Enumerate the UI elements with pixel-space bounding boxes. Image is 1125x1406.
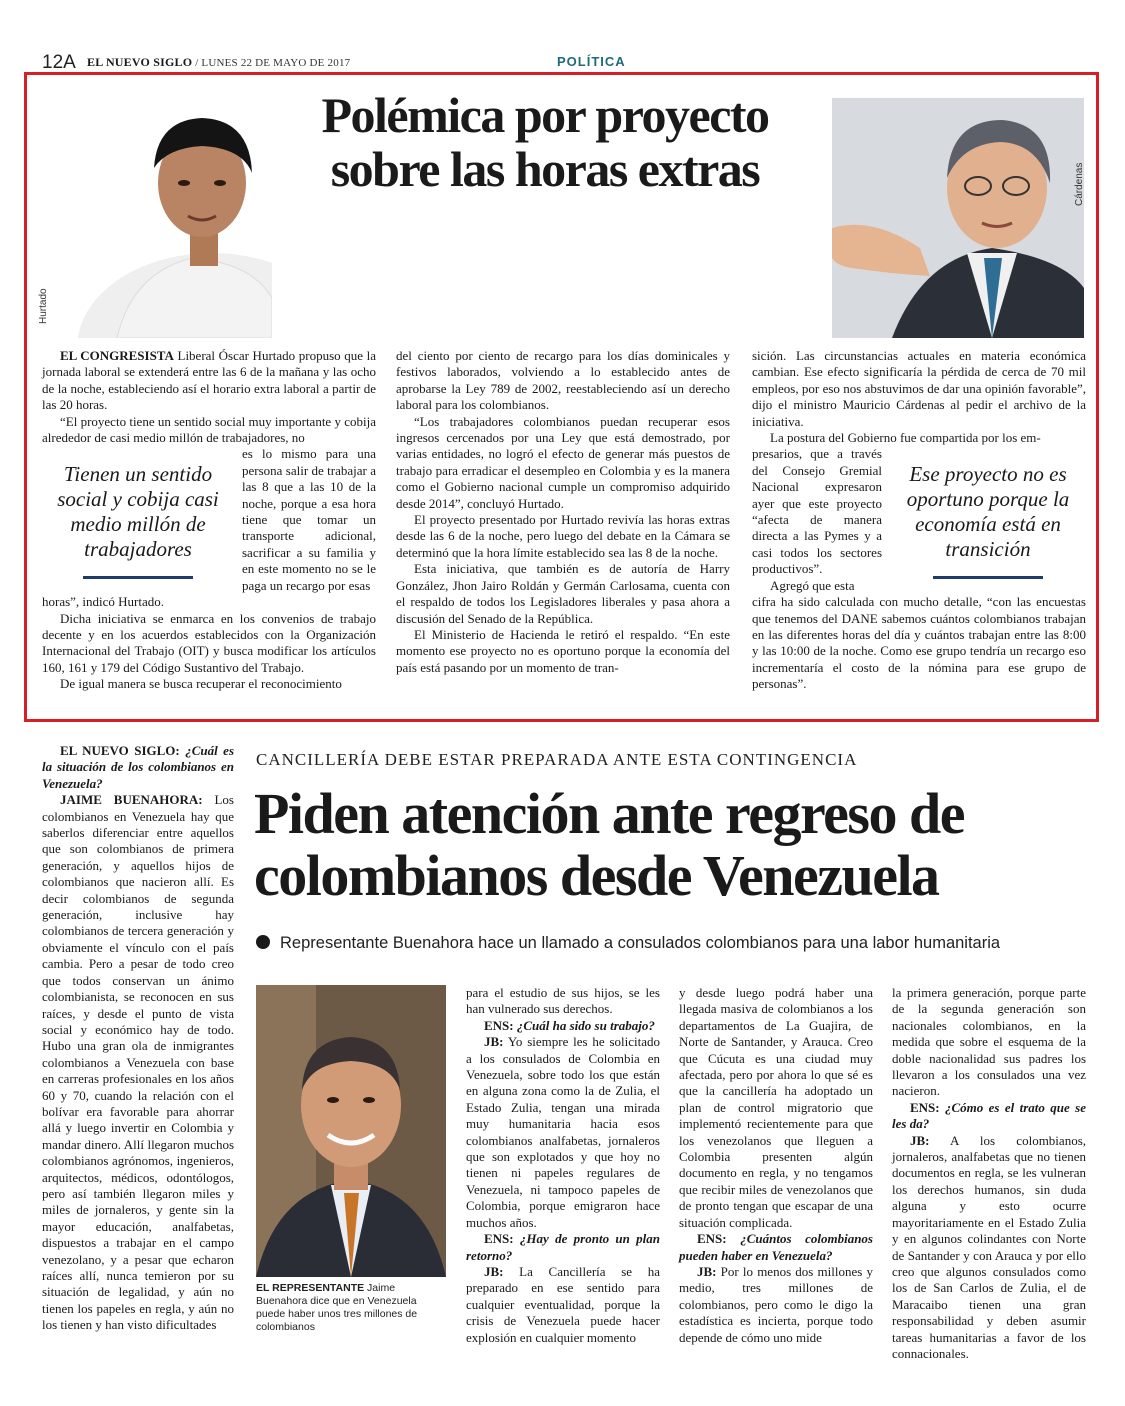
issue-date: / LUNES 22 DE MAYO DE 2017 [192,57,351,69]
paragraph: Dicha iniciativa se enmarca en los convenios de trabajo decente y en los acuerdos establecidos con la Organización Internacional del Trabajo (OIT) y busca modificar los artículos 160, 161 y 179 del Código Sustantivo del Trabajo. [42,610,376,675]
photo-cardenas [832,98,1084,338]
paragraph: sición. Las circunstancias actuales en materia económica cambian. Ese efecto significaría la pérdida de cerca de 70 mil empleos, por eso nos abstuvimos de dar una opinión favorable”, dijo el ministro Mauricio Cárdenas al pedir el archivo de la iniciativa. [752,348,1086,429]
caption-lead: EL REPRESENTANTE [256,1282,365,1294]
paragraph: El Ministerio de Hacienda le retiró el respaldo. “En este momento ese proyecto no es oportuno porque la economía del país está pasando por un momento de tran- [396,626,730,675]
wrap-block: Agregó que esta [770,577,855,593]
paragraph: del ciento por ciento de recargo para los días dominicales y festivos laborados, volviendo a lo establecido antes de aprobarse la Ley 789 de 2002, reestableciendo así un derecho laboral para los colombianos. [396,348,730,413]
paragraph: La postura del Gobierno fue compartida por los em- [770,430,1041,446]
pull-quote-text: Ese proyecto no es oportuno porque la economía está en transición [906,462,1070,561]
paragraph: horas”, indicó Hurtado. [42,594,165,610]
question: ENS: ¿Hay de pronto un plan retorno? [466,1231,660,1263]
question: EL NUEVO SIGLO: ¿Cuál es la situación de los colombianos en Venezuela? [42,743,235,791]
paragraph: De igual manera se busca recuperar el reconocimiento [60,676,342,692]
page-number: 12A [42,52,76,73]
answer: JB: Por lo menos dos millones y medio, tres millones de colombianos, pero como le digo la estadística es incierta, porque todo depende de cómo uno mide [679,1263,873,1345]
headline-horas-extras: Polémica por proyecto sobre las horas extras [321,87,769,197]
question: ENS: ¿Cómo es el trato que se les da? [892,1099,1086,1132]
answer: JB: A los colombianos, jornaleros, analfabetas que no tienen documentos en regla, se les vulneran los derechos humanos, sin duda alguna y esto ocurre mayoritariamente en el Estado Zulia y en algunos colindantes con Norte de Santander y con Arauca y por ello creo que algunos consulados como los de San Carlos de Zulia, el de Maracaibo tienen una gran responsabilidad y deben asumir tareas humanitarias a favor de los connacionales. [892,1132,1086,1361]
paragraph: cifra ha sido calculada con mucho detalle, “con las encuestas que tenemos del DANE sabemos cuántos colombianos trabajan en las diferentes horas del día y cuántos trabajan entre las 8:00 y las 10:00 de la noche. Como ese grupo tendría un recargo eso incrementaría el costo de la nómina para ese grupo de personas”. [752,594,1086,692]
story2-kicker: CANCILLERÍA DEBE ESTAR PREPARADA ANTE ESTA CONTINGENCIA [256,750,858,769]
page-header [42,52,1097,74]
paragraph: para el estudio de sus hijos, se les han vulnerado sus derechos. [466,985,660,1017]
pull-quote-right [890,462,1086,579]
paper-title: EL NUEVO SIGLO [87,55,193,69]
wrap-block: presarios, que a través del Consejo Gremial Nacional expresaron ayer que este proyecto “afecta de manera directa a las Pymes y a casi todos los sectores productivos”. [752,446,882,577]
paragraph: Esta iniciativa, que también es de autoría de Harry González, Jhon Jairo Roldán y Germán Carlosama, cuenta con el respaldo de todos los Legisladores liberales y pasa ahora a discusión del Senado de la República. [396,561,730,626]
photo-buenahora [256,985,446,1277]
paragraph: y desde luego podrá haber una llegada masiva de colombianos a los departamentos de La Guajira, de Norte de Santander, y Arauca. Creo que Cúcuta es una ciudad muy afectada, pero por ahora lo que sé es que la cancillería ha adoptado un plan de control migratorio que implementó recientemente para que los venezolanos que lleguen a Colombia presenten algún documento en regla, y no tengamos que recibir miles de venezolanos que de pronto tengan que escapar de una situación complicada. [679,985,873,1230]
photo-caption-cardenas: Cárdenas [1074,162,1085,206]
question: ENS: ¿Cuántos colombianos pueden haber en Venezuela? [679,1231,873,1263]
paragraph: “El proyecto tiene un sentido social muy importante y cobija alrededor de casi medio millón de trabajadores, no [42,413,376,446]
story2-column-4 [892,985,1086,1362]
lead-in: EL CONGRESISTA [60,348,174,363]
photo-caption-buenahora: EL REPRESENTANTE Jaime Buenahora dice que en Venezuela puede haber unos tres millones de colombianos [256,1282,418,1333]
question: ENS: ¿Cuál ha sido su trabajo? [484,1017,655,1033]
paragraph: EL CONGRESISTA Liberal Óscar Hurtado propuso que la jornada laboral se extenderá entre las 6 de la mañana y las ocho de la noche, estableciendo así el horario extra laboral a partir de las 20 horas. [42,348,376,413]
story2-column-3 [679,985,873,1346]
pull-quote-left [42,462,234,579]
wrap-block: es lo mismo para una persona salir de trabajar a las 8 que a las 10 de la noche, porque a esa hora tiene que tomar un transporte adicional, sacrificar a su familia y en este momento no se le paga un recargo por esas [242,446,376,593]
story2-column-1 [42,743,234,1334]
newspaper-name [87,55,350,70]
section-label: POLÍTICA [557,54,626,69]
story2-column-2 [466,985,660,1346]
paragraph: “Los trabajadores colombianos puedan recuperar esos ingresos cercenados por una Ley que está demostrado, por varias entidades, no logró el efecto de generar más puestos de trabajo para erradicar el desempleo en Colombia y es la manera como el Gobierno nacional cumple un compromiso adquirido desde 2014”, concluyó Hurtado. [396,413,730,511]
answer: JB: La Cancillería se ha preparado en ese sentido para cualquier eventualidad, porque la crisis de Venezuela puede hacer explosión en cualquier momento [466,1263,660,1345]
answer: JB: Yo siempre les he solicitado a los consulados de Colombia en Venezuela, sobre todo los que están en alguna zona como la de Zulia, el Estado Zulia, tengan una mirada muy humanitaria hacia esos colombianos analfabetas, jornaleros que son explotados y que hoy no tienen ni papeles regulares de Venezuela, ni tampoco papeles de Colombia, porque emigraron hace muchos años. [466,1034,660,1230]
pull-quote-text: Tienen un sentido social y cobija casi medio millón de trabajadores [57,462,219,561]
story2-subhead: Representante Buenahora hace un llamado a consulados colombianos para una labor humanitaria [256,934,1000,953]
answer: JAIME BUENAHORA: Los colombianos en Venezuela hay que saberlos diferenciar entre aquellos que son colombianos de primera generación, y aquellos hijos de colombianos que nacieron allí. Es decir colombianos de segunda generación, inclusive hay colombianos de tercera generación y obviamente el vínculo con el país cambia. Pero a pesar de todo creo que todos conservan un ánimo colombianista, se reconocen en sus raíces, y desde el punto de vista social y económico hay de todo. Hubo una gran ola de inmigrantes colombianos a Venezuela con base en carreras profesionales en los años 60 y 70, cuando la relación con el bolívar era favorable para ahorrar allá y luego invertir en Colombia y mandar dinero. Allí llegaron muchos colombianos agrónomos, ingenieros, arquitectos, médicos, odontólogos, pero así también llegaron miles y miles de jornaleros, y gente sin la mayor educación, analfabetas, dispuestos a trabajar en el campo venezolano, y a pesar que echaron raíces allí, nunca temieron por su situación de legalidad, y aún no tienen los papeles en regla, y aún no los tienen y han visto dificultades [42,792,234,1333]
story1-column-2 [396,348,730,676]
photo-caption-hurtado: Hurtado [38,288,49,324]
bullet-icon [256,935,270,949]
pull-quote-rule [933,576,1043,579]
paragraph: El proyecto presentado por Hurtado revivía las horas extras desde las 6 de la noche, pero luego del debate en la Cámara se determinó que la hora límite establecido sea las 8 de la noche. [396,512,730,560]
headline-venezuela: Piden atención ante regreso de colombianos desde Venezuela [254,781,964,908]
photo-hurtado [62,98,272,338]
pull-quote-rule [83,576,193,579]
paragraph: la primera generación, porque parte de la segunda generación son nacionales colombianos, en la medida que sobre el esquema de la doble nacionalidad sus padres los llevaron a los consulados una vez nacieron. [892,985,1086,1099]
